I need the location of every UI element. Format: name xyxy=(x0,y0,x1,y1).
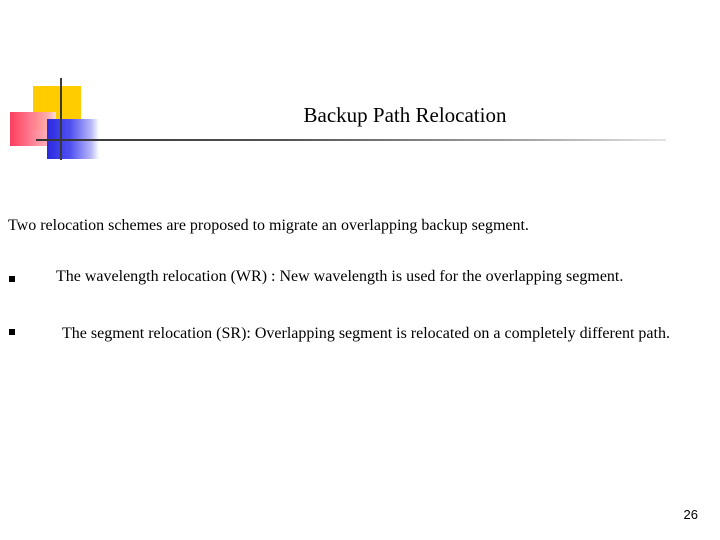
title-underline xyxy=(36,139,666,141)
bullet-square-icon xyxy=(9,276,15,282)
bullet-square-icon xyxy=(9,329,15,335)
page-number: 26 xyxy=(683,507,698,522)
bullet-item-sr-text: The segment relocation (SR): Overlapping segment is relocated on a completely different path. xyxy=(62,325,670,342)
slide-title: Backup Path Relocation xyxy=(303,103,507,127)
logo-vertical-line xyxy=(60,78,62,160)
decorative-logo xyxy=(0,0,110,170)
bullet-item-sr xyxy=(52,320,692,347)
bullet-item-wr: The wavelength relocation (WR) : New wavelength is used for the overlapping segment. xyxy=(56,268,624,285)
intro-text: Two relocation schemes are proposed to migrate an overlapping backup segment. xyxy=(8,217,529,234)
